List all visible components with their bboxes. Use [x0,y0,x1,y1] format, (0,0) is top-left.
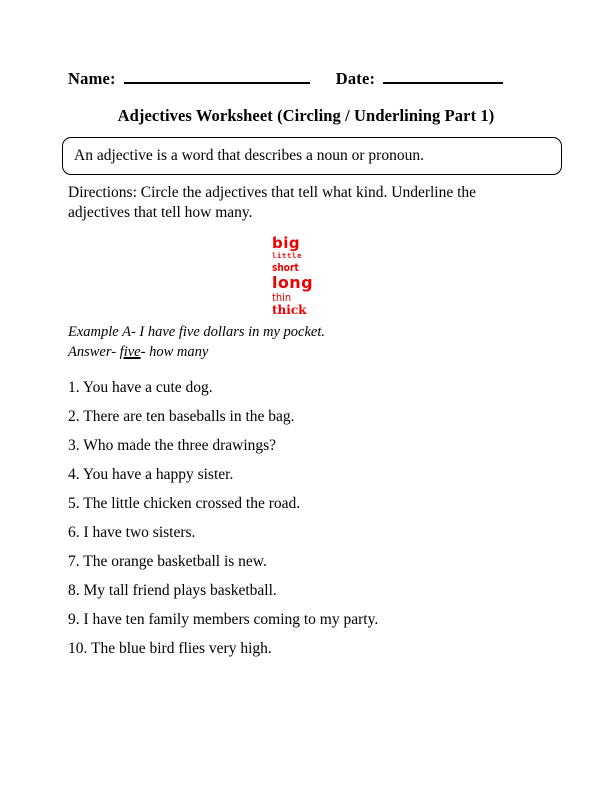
date-label: Date: [335,69,376,88]
date-input-blank[interactable] [383,68,503,84]
question-item[interactable]: 7. The orange basketball is new. [68,553,267,570]
example-block [68,323,488,362]
definition-box [62,137,562,175]
name-label: Name: [68,69,116,88]
question-item[interactable]: 4. You have a happy sister. [68,466,234,483]
question-item[interactable]: 6. I have two sisters. [68,524,196,541]
question-item[interactable]: 10. The blue bird flies very high. [68,640,272,657]
word-art-long: long [272,273,313,292]
word-art-little: little [272,252,303,260]
question-item[interactable]: 9. I have ten family members coming to my party. [68,611,379,628]
question-item[interactable]: 8. My tall friend plays basketball. [68,582,277,599]
question-list [68,380,538,670]
question-item[interactable]: 2. There are ten baseballs in the bag. [68,408,295,425]
name-date-row [68,68,538,92]
example-answer-suffix: - how many [140,343,209,360]
question-item[interactable]: 1. You have a cute dog. [68,379,213,396]
name-input-blank[interactable] [124,68,310,84]
example-sentence: Example A- I have five dollars in my pocket. [68,324,326,340]
directions-text: Directions: Circle the adjectives that tell what kind. Underline the adjectives that tell how many. [68,184,477,221]
question-item[interactable]: 3. Who made the three drawings? [68,437,277,454]
definition-text: An adjective is a word that describes a noun or pronoun. [74,147,424,165]
example-answer-word: five [119,343,141,360]
word-art-thin: thin [272,291,292,304]
word-art-thick: thick [272,303,307,317]
word-art-big: big [272,234,301,252]
example-answer-prefix: Answer- [68,343,120,360]
page-title: Adjectives Worksheet (Circling / Underlining Part 1) [117,106,495,125]
example-answer [68,343,488,363]
question-item[interactable]: 5. The little chicken crossed the road. [68,495,301,512]
adjectives-word-art [272,236,352,316]
word-art-short: short [272,261,299,274]
